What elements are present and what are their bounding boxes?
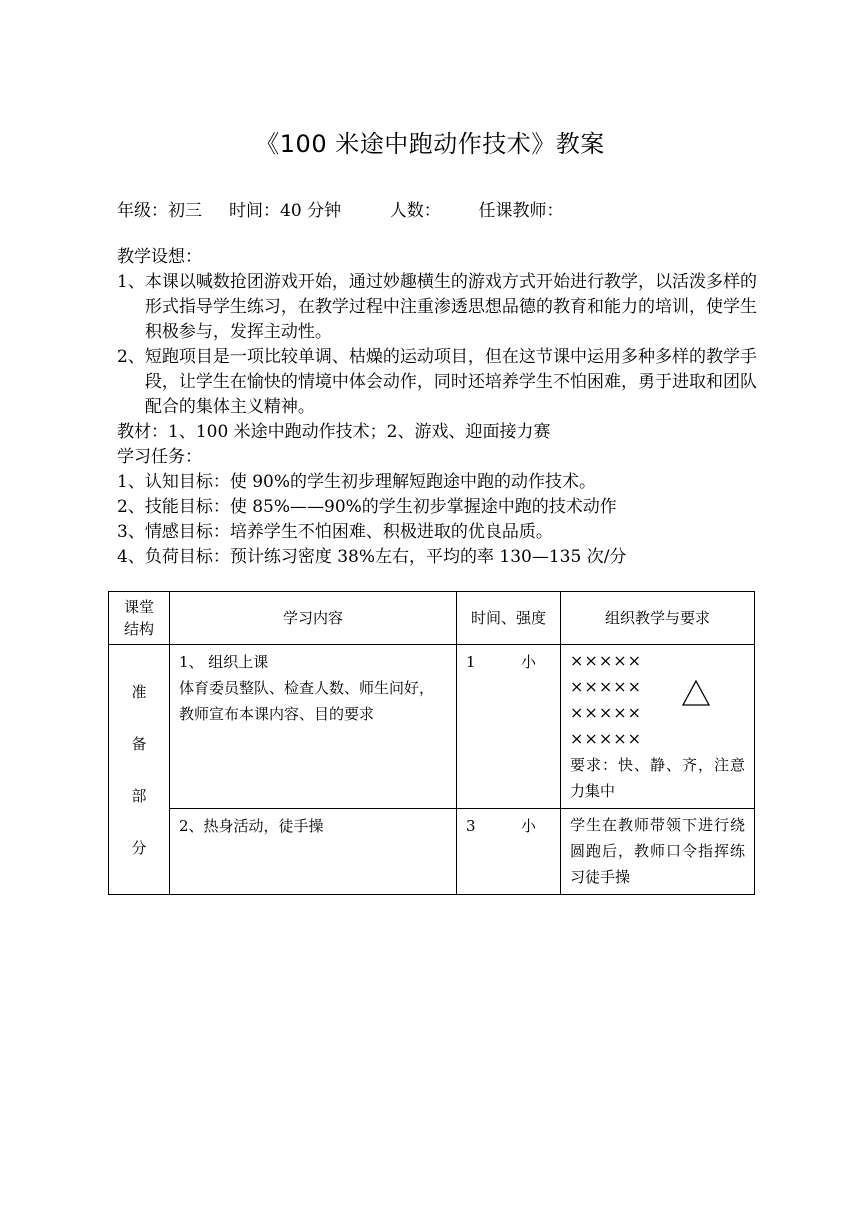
lesson-plan-table	[108, 591, 755, 895]
formation-row: ×××××	[570, 703, 643, 722]
teacher: 任课教师：	[478, 201, 564, 221]
time-value: 3	[466, 817, 476, 835]
intensity-value: 小	[520, 653, 536, 671]
header-structure: 课堂 结构	[109, 592, 170, 645]
student-count: 人数：	[389, 201, 441, 221]
design-item-number: 1、	[117, 272, 145, 292]
teacher-triangle-icon	[682, 679, 710, 707]
header-content: 学习内容	[170, 592, 457, 645]
header-time-intensity: 时间、强度	[457, 592, 561, 645]
design-item-text: 短跑项目是一项比较单调、枯燥的运动项目，但在这节课中运用多种多样的教学手段，让学生在愉快的情境中体会动作，同时还培养学生不怕困难，勇于进取和团队配合的集体主义精神。	[144, 347, 757, 417]
header-organization: 组织教学与要求	[561, 592, 755, 645]
section-char: 准	[131, 682, 147, 701]
task-item: 1、认知目标：使 90%的学生初步理解短跑途中跑的动作技术。	[117, 472, 597, 492]
table-header-row	[109, 592, 755, 645]
page-title: 《100 米途中跑动作技术》教案	[255, 130, 605, 158]
organization-cell	[561, 645, 755, 809]
duration: 时间：40 分钟	[229, 201, 342, 221]
grade: 年级：初三	[117, 201, 202, 221]
design-item	[117, 345, 757, 420]
formation-row: ×××××	[570, 677, 643, 696]
requirement-text: 学生在教师带领下进行绕圆跑后，教师口令指挥练习徒手操	[570, 816, 745, 886]
time-cell	[457, 645, 561, 809]
formation-row: ×××××	[570, 729, 643, 748]
table-row	[109, 645, 755, 809]
content-cell	[170, 809, 457, 895]
section-label	[109, 645, 170, 895]
time-value: 1	[466, 653, 476, 671]
design-item-number: 2、	[117, 347, 145, 367]
time-cell	[457, 809, 561, 895]
task-item: 4、负荷目标：预计练习密度 38%左右，平均的率 130—135 次/分	[117, 547, 627, 567]
task-item: 3、情感目标：培养学生不怕困难、积极进取的优良品质。	[117, 522, 553, 542]
content-cell	[170, 645, 457, 809]
design-item	[117, 270, 757, 345]
requirement-text: 要求：快、静、齐，注意力集中	[570, 756, 745, 800]
design-heading: 教学设想：	[117, 247, 202, 267]
section-char: 备	[131, 734, 147, 753]
tasks-heading: 学习任务：	[117, 447, 202, 467]
content-title: 2、热身活动，徒手操	[179, 817, 324, 835]
section-char: 分	[131, 838, 147, 857]
content-title: 1、 组织上课	[179, 653, 269, 671]
materials: 教材：1、100 米途中跑动作技术；2、游戏、迎面接力赛	[117, 422, 551, 442]
organization-cell	[561, 809, 755, 895]
design-item-text: 本课以喊数抢团游戏开始，通过妙趣横生的游戏方式开始进行教学，以活泼多样的形式指导学生练习，在教学过程中注重渗透思想品德的教育和能力的培训，使学生积极参与，发挥主动性。	[144, 272, 757, 342]
lesson-body	[117, 245, 757, 570]
content-body: 体育委员整队、检查人数、师生问好，教师宣布本课内容、目的要求	[179, 679, 435, 723]
task-item: 2、技能目标：使 85%——90%的学生初步掌握途中跑的技术动作	[117, 497, 617, 517]
lesson-meta	[117, 196, 564, 221]
formation-row: ×××××	[570, 651, 643, 670]
section-char: 部	[131, 786, 147, 805]
intensity-value: 小	[520, 817, 536, 835]
table-row	[109, 809, 755, 895]
